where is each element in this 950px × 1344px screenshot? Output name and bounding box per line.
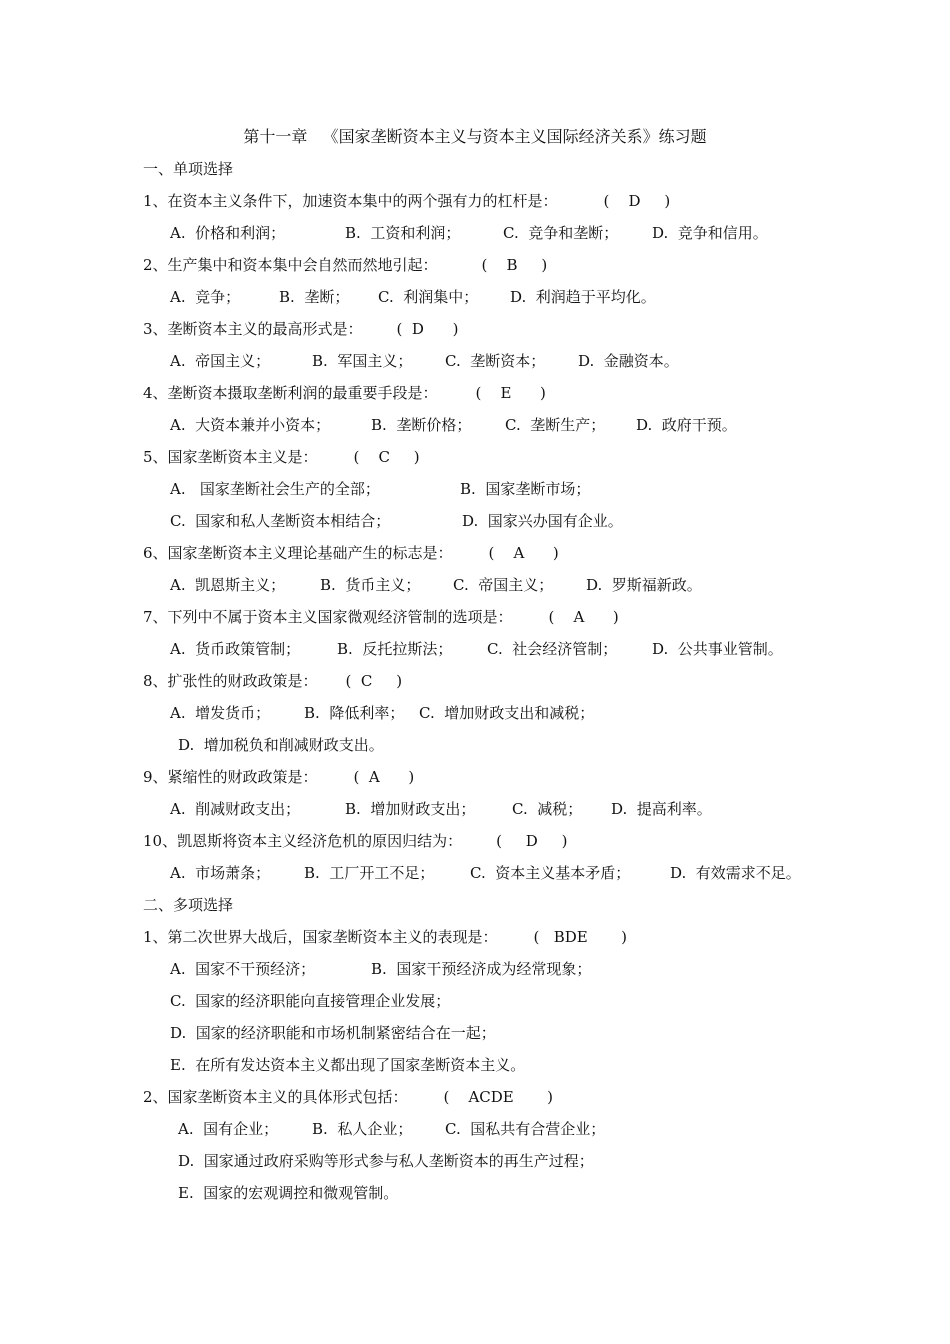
answer-box: ( A ) bbox=[488, 544, 559, 562]
question-stem: 3、垄断资本主义的最高形式是： ( D ) bbox=[143, 320, 459, 338]
question-stem: 2、国家垄断资本主义的具体形式包括： ( ACDE ) bbox=[143, 1088, 553, 1106]
answer-box: ( C ) bbox=[345, 672, 403, 690]
option: A. 国家不干预经济； bbox=[170, 960, 316, 978]
option: A. 市场萧条； bbox=[170, 864, 271, 882]
option: D. 罗斯福新政。 bbox=[586, 576, 702, 594]
option: B. 降低利率； bbox=[304, 704, 405, 722]
question-stem: 2、生产集中和资本集中会自然而然地引起： ( B ) bbox=[143, 256, 548, 274]
section-heading-single-choice: 一、单项选择 bbox=[143, 160, 234, 178]
option: D. 提高利率。 bbox=[611, 800, 712, 818]
option: B. 军国主义； bbox=[312, 352, 413, 370]
option: B. 私人企业； bbox=[312, 1120, 413, 1138]
option: D. 有效需求不足。 bbox=[670, 864, 801, 882]
page-title: 第十一章 《国家垄断资本主义与资本主义国际经济关系》练习题 bbox=[243, 127, 707, 146]
answer-box: ( D ) bbox=[396, 320, 459, 338]
section-heading-multiple-choice: 二、多项选择 bbox=[143, 896, 234, 914]
option: B. 增加财政支出； bbox=[345, 800, 476, 818]
option: D. 增加税负和削减财政支出。 bbox=[178, 736, 384, 754]
option: D. 政府干预。 bbox=[636, 416, 737, 434]
answer-box: ( A ) bbox=[353, 768, 415, 786]
option: C. 国家的经济职能向直接管理企业发展； bbox=[170, 992, 451, 1010]
answer-box: ( A ) bbox=[548, 608, 619, 626]
option: B. 国家干预经济成为经常现象； bbox=[371, 960, 592, 978]
question-stem: 1、第二次世界大战后，国家垄断资本主义的表现是： ( BDE ) bbox=[143, 928, 627, 946]
option: D. 公共事业管制。 bbox=[652, 640, 783, 658]
option: E. 在所有发达资本主义都出现了国家垄断资本主义。 bbox=[170, 1056, 526, 1074]
question-stem: 10、凯恩斯将资本主义经济危机的原因归结为： ( D ) bbox=[143, 832, 568, 850]
option: D. 利润趋于平均化。 bbox=[510, 288, 656, 306]
question-stem: 6、国家垄断资本主义理论基础产生的标志是： ( A ) bbox=[143, 544, 559, 562]
option: C. 国私共有合营企业； bbox=[445, 1120, 606, 1138]
option: A. 竞争； bbox=[170, 288, 241, 306]
option: B. 垄断价格； bbox=[371, 416, 472, 434]
option: B. 工厂开工不足； bbox=[304, 864, 435, 882]
option: C. 竞争和垄断； bbox=[503, 224, 619, 242]
option: E. 国家的宏观调控和微观管制。 bbox=[178, 1184, 399, 1202]
answer-box: ( D ) bbox=[603, 192, 671, 210]
question-stem: 5、国家垄断资本主义是： ( C ) bbox=[143, 448, 420, 466]
answer-box: ( ACDE ) bbox=[443, 1088, 553, 1106]
question-stem: 9、紧缩性的财政政策是： ( A ) bbox=[143, 768, 415, 786]
option: B. 国家垄断市场； bbox=[460, 480, 591, 498]
option: A. 大资本兼并小资本； bbox=[170, 416, 331, 434]
option: B. 工资和利润； bbox=[345, 224, 461, 242]
option: B. 垄断； bbox=[279, 288, 350, 306]
option: C. 利润集中； bbox=[378, 288, 479, 306]
option: A. 帝国主义； bbox=[170, 352, 271, 370]
option: C. 国家和私人垄断资本相结合； bbox=[170, 512, 391, 530]
option: A. 增发货币； bbox=[170, 704, 271, 722]
answer-box: ( E ) bbox=[475, 384, 546, 402]
option: D. 金融资本。 bbox=[578, 352, 679, 370]
option: A. 货币政策管制； bbox=[170, 640, 301, 658]
option: B. 货币主义； bbox=[320, 576, 421, 594]
answer-box: ( C ) bbox=[353, 448, 420, 466]
option: A. 削减财政支出； bbox=[170, 800, 301, 818]
question-stem: 4、垄断资本摄取垄断利润的最重要手段是： ( E ) bbox=[143, 384, 546, 402]
option: A. 价格和利润； bbox=[170, 224, 286, 242]
option: C. 帝国主义； bbox=[453, 576, 554, 594]
option: A. 凯恩斯主义； bbox=[170, 576, 286, 594]
option: D. 国家通过政府采购等形式参与私人垄断资本的再生产过程； bbox=[178, 1152, 594, 1170]
question-stem: 8、扩张性的财政政策是： ( C ) bbox=[143, 672, 403, 690]
option: B. 反托拉斯法； bbox=[337, 640, 453, 658]
option: D. 竞争和信用。 bbox=[652, 224, 768, 242]
option: C. 减税； bbox=[512, 800, 583, 818]
answer-box: ( D ) bbox=[496, 832, 568, 850]
answer-box: ( B ) bbox=[481, 256, 548, 274]
question-stem: 1、在资本主义条件下，加速资本集中的两个强有力的杠杆是： ( D ) bbox=[143, 192, 671, 210]
option: A. 国有企业； bbox=[178, 1120, 279, 1138]
option: C. 垄断资本； bbox=[445, 352, 546, 370]
option: C. 资本主义基本矛盾； bbox=[470, 864, 631, 882]
option: C. 增加财政支出和减税； bbox=[419, 704, 595, 722]
question-stem: 7、下列中不属于资本主义国家微观经济管制的选项是： ( A ) bbox=[143, 608, 619, 626]
option: D. 国家兴办国有企业。 bbox=[462, 512, 623, 530]
option: C. 社会经济管制； bbox=[487, 640, 618, 658]
option: A. 国家垄断社会生产的全部； bbox=[170, 480, 380, 498]
option: C. 垄断生产； bbox=[505, 416, 606, 434]
option: D. 国家的经济职能和市场机制紧密结合在一起； bbox=[170, 1024, 496, 1042]
answer-box: ( BDE ) bbox=[533, 928, 627, 946]
